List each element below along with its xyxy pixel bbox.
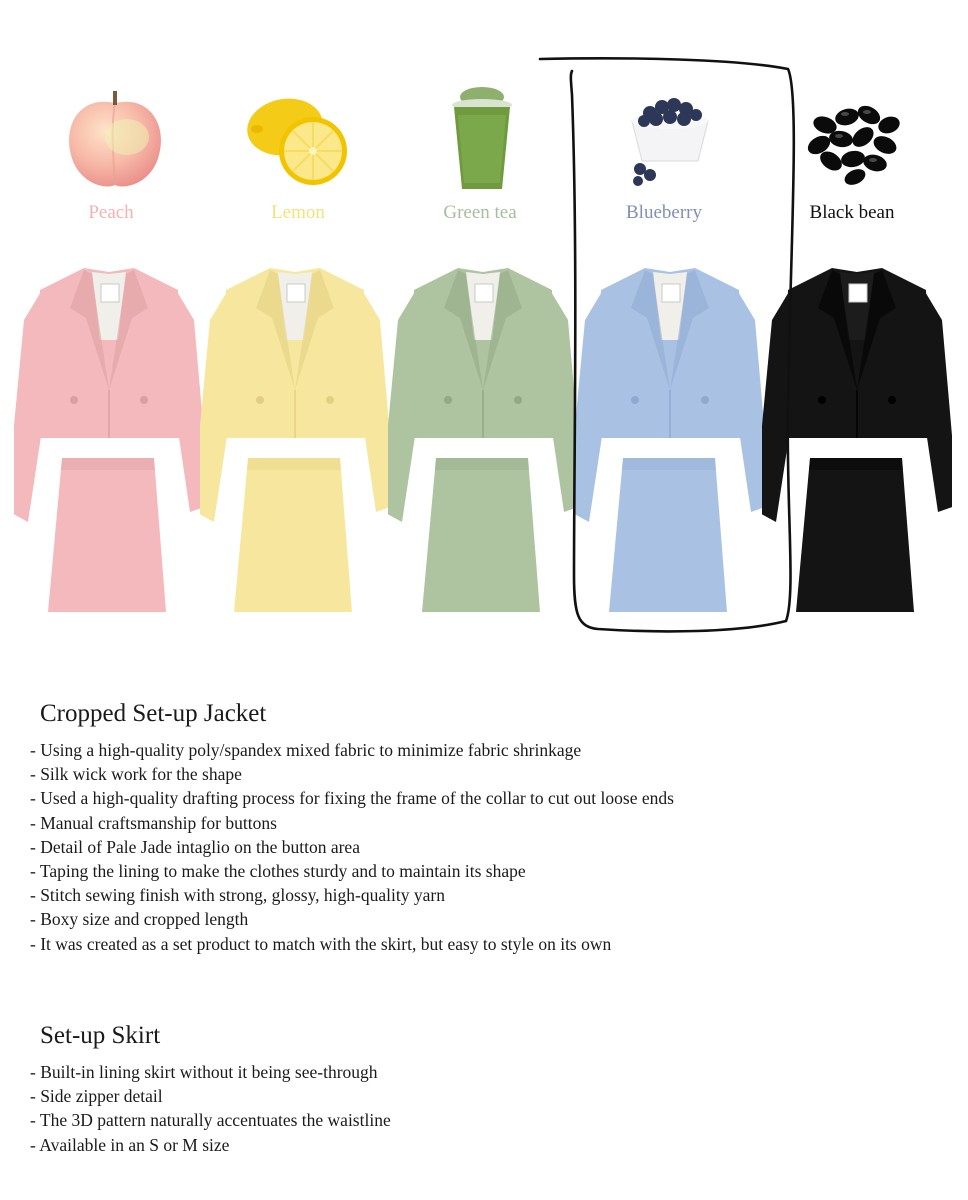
- skirt-feature-item: - Available in an S or M size: [30, 1134, 230, 1155]
- skirt-blueberry: [609, 458, 727, 612]
- jacket-feature-item: - Using a high-quality poly/spandex mixed fabric to minimize fabric shrinkage: [30, 740, 582, 760]
- jacket-section: [30, 700, 674, 956]
- jacket-feature-item: - Boxy size and cropped length: [30, 909, 249, 930]
- outfit-greentea: [388, 260, 578, 620]
- skirt-feature-list: [30, 1060, 391, 1157]
- color-label-green-tea: Green tea: [443, 202, 517, 223]
- peach-icon: [55, 85, 175, 195]
- black-bean-icon: [795, 85, 915, 195]
- jacket-feature-item: - Silk wick work for the shape: [30, 764, 242, 785]
- jacket-feature-item: - Taping the lining to make the clothes sturdy and to maintain its shape: [30, 861, 526, 882]
- color-label-black-bean: Black bean: [809, 202, 895, 223]
- green-tea-icon: [420, 85, 540, 195]
- jacket-feature-item: - Used a high-quality drafting process for fixing the frame of the collar to cut out loose ends: [30, 788, 674, 809]
- jacket-title: Cropped Set-up Jacket: [40, 700, 267, 727]
- lemon-icon: [235, 85, 355, 195]
- outfit-blueberry: [575, 260, 765, 620]
- color-label-lemon: Lemon: [271, 202, 325, 223]
- jacket-feature-item: - It was created as a set product to match with the skirt, but easy to style on its own: [30, 933, 612, 954]
- jacket-feature-item: - Stitch sewing finish with strong, glossy, high-quality yarn: [30, 885, 445, 906]
- skirt-greentea: [422, 458, 540, 612]
- skirt-feature-item: - Built-in lining skirt without it being see-through: [30, 1062, 378, 1082]
- jacket-feature-item: - Manual craftsmanship for buttons: [30, 812, 277, 833]
- skirt-title: Set-up Skirt: [40, 1022, 161, 1049]
- skirt-peach: [48, 458, 166, 612]
- outfit-peach: [14, 260, 204, 620]
- outfit-blackbean: [762, 260, 952, 620]
- color-label-blueberry: Blueberry: [626, 202, 702, 223]
- skirt-section: [30, 1022, 391, 1157]
- jacket-feature-list: [30, 738, 674, 956]
- blueberry-icon: [610, 85, 730, 195]
- skirt-lemon: [234, 458, 352, 612]
- skirt-feature-item: - Side zipper detail: [30, 1086, 163, 1107]
- jacket-feature-item: - Detail of Pale Jade intaglio on the button area: [30, 836, 360, 857]
- color-label-peach: Peach: [88, 202, 134, 223]
- skirt-blackbean: [796, 458, 914, 612]
- outfit-lemon: [200, 260, 390, 620]
- skirt-feature-item: - The 3D pattern naturally accentuates the waistline: [30, 1110, 391, 1131]
